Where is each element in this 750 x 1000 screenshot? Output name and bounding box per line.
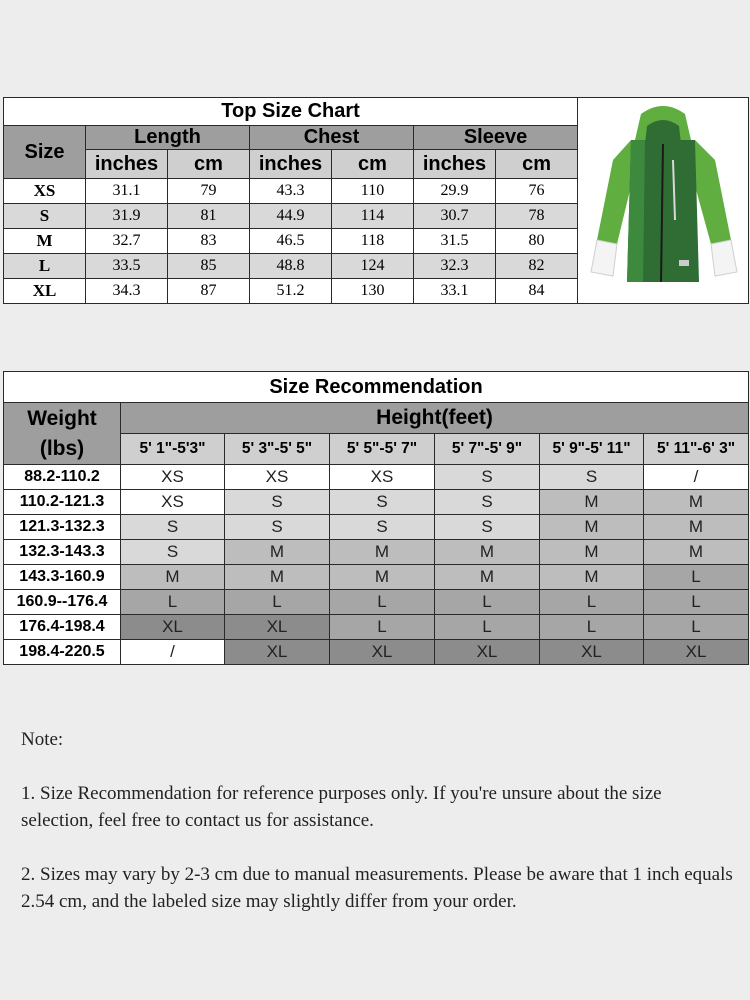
table-cell: 31.1	[86, 179, 168, 204]
size-cell: S	[225, 490, 330, 515]
height-range-header: 5' 7"-5' 9"	[435, 434, 540, 465]
size-cell: XS	[121, 465, 225, 490]
jacket-icon	[583, 100, 743, 296]
table-row	[4, 590, 749, 615]
size-cell: XL	[225, 640, 330, 665]
table-row	[4, 490, 749, 515]
size-cell: M	[330, 540, 435, 565]
size-header: Size	[4, 126, 86, 179]
size-label: M	[4, 229, 86, 254]
product-image	[578, 98, 749, 304]
table-cell: 83	[168, 229, 250, 254]
weight-range: 176.4-198.4	[4, 615, 121, 640]
table-cell: 33.5	[86, 254, 168, 279]
size-cell: /	[121, 640, 225, 665]
size-cell: M	[540, 540, 644, 565]
unit-header: cm	[496, 150, 578, 179]
table-row	[4, 565, 749, 590]
size-cell: M	[540, 565, 644, 590]
size-cell: XL	[121, 615, 225, 640]
size-cell: XL	[540, 640, 644, 665]
size-cell: L	[644, 590, 749, 615]
length-header: Length	[86, 126, 250, 150]
weight-range: 88.2-110.2	[4, 465, 121, 490]
note-item: 2. Sizes may vary by 2-3 cm due to manual measurements. Please be aware that 1 inch equals 2.54 cm, and the labeled size may slightly differ from your order.	[21, 864, 733, 912]
size-cell: XL	[225, 615, 330, 640]
unit-header: cm	[332, 150, 414, 179]
height-range-header: 5' 11"-6' 3"	[644, 434, 749, 465]
table-cell: 130	[332, 279, 414, 304]
size-cell: S	[540, 465, 644, 490]
size-label: S	[4, 204, 86, 229]
size-cell: S	[225, 515, 330, 540]
size-cell: XL	[330, 640, 435, 665]
size-cell: L	[644, 565, 749, 590]
size-cell: M	[540, 490, 644, 515]
size-cell: /	[644, 465, 749, 490]
table-cell: 43.3	[250, 179, 332, 204]
table-cell: 51.2	[250, 279, 332, 304]
size-cell: S	[330, 490, 435, 515]
table-row	[4, 540, 749, 565]
size-cell: S	[330, 515, 435, 540]
table-cell: 34.3	[86, 279, 168, 304]
table-cell: 31.9	[86, 204, 168, 229]
table-cell: 30.7	[414, 204, 496, 229]
height-range-header: 5' 3"-5' 5"	[225, 434, 330, 465]
chest-header: Chest	[250, 126, 414, 150]
weight-header-line2: (lbs)	[39, 436, 85, 460]
size-cell: XS	[225, 465, 330, 490]
table-cell: 84	[496, 279, 578, 304]
unit-header: inches	[414, 150, 496, 179]
size-label: XS	[4, 179, 86, 204]
table-cell: 46.5	[250, 229, 332, 254]
table-cell: 87	[168, 279, 250, 304]
note-item: 1. Size Recommendation for reference purposes only. If you're unsure about the size selection, feel free to contact us for assistance.	[21, 783, 662, 831]
size-cell: M	[644, 490, 749, 515]
size-cell: M	[435, 565, 540, 590]
table-cell: 79	[168, 179, 250, 204]
size-cell: L	[435, 590, 540, 615]
top-chart-title: Top Size Chart	[4, 98, 578, 126]
size-cell: S	[121, 540, 225, 565]
notes-section	[21, 726, 736, 942]
table-cell: 76	[496, 179, 578, 204]
size-cell: M	[644, 515, 749, 540]
table-cell: 110	[332, 179, 414, 204]
weight-range: 110.2-121.3	[4, 490, 121, 515]
size-cell: L	[540, 615, 644, 640]
weight-range: 132.3-143.3	[4, 540, 121, 565]
size-cell: L	[330, 615, 435, 640]
table-row	[4, 465, 749, 490]
size-cell: M	[121, 565, 225, 590]
size-cell: M	[225, 565, 330, 590]
weight-header-line1: Weight	[27, 406, 97, 430]
table-row	[4, 640, 749, 665]
recommendation-title: Size Recommendation	[4, 372, 749, 403]
size-cell: S	[121, 515, 225, 540]
size-cell: XS	[330, 465, 435, 490]
table-cell: 80	[496, 229, 578, 254]
height-header: Height(feet)	[121, 403, 749, 434]
note-label: Note:	[21, 729, 64, 750]
unit-header: inches	[250, 150, 332, 179]
weight-header	[4, 403, 121, 465]
table-row	[4, 615, 749, 640]
height-range-header: 5' 1"-5'3"	[121, 434, 225, 465]
table-cell: 31.5	[414, 229, 496, 254]
unit-header: cm	[168, 150, 250, 179]
size-cell: L	[225, 590, 330, 615]
table-cell: 48.8	[250, 254, 332, 279]
size-cell: L	[330, 590, 435, 615]
table-cell: 114	[332, 204, 414, 229]
size-cell: M	[225, 540, 330, 565]
table-cell: 32.3	[414, 254, 496, 279]
size-cell: S	[435, 490, 540, 515]
size-cell: L	[644, 615, 749, 640]
height-range-header: 5' 9"-5' 11"	[540, 434, 644, 465]
weight-range: 121.3-132.3	[4, 515, 121, 540]
size-cell: S	[435, 465, 540, 490]
table-row	[4, 515, 749, 540]
weight-range: 160.9--176.4	[4, 590, 121, 615]
size-cell: M	[330, 565, 435, 590]
weight-range: 198.4-220.5	[4, 640, 121, 665]
weight-range: 143.3-160.9	[4, 565, 121, 590]
size-cell: L	[540, 590, 644, 615]
height-range-header: 5' 5"-5' 7"	[330, 434, 435, 465]
table-cell: 78	[496, 204, 578, 229]
size-cell: L	[435, 615, 540, 640]
table-cell: 82	[496, 254, 578, 279]
unit-header: inches	[86, 150, 168, 179]
size-cell: S	[435, 515, 540, 540]
table-cell: 44.9	[250, 204, 332, 229]
size-cell: M	[435, 540, 540, 565]
size-label: XL	[4, 279, 86, 304]
size-cell: M	[540, 515, 644, 540]
table-cell: 81	[168, 204, 250, 229]
table-cell: 118	[332, 229, 414, 254]
size-recommendation-table	[3, 371, 749, 665]
size-cell: XS	[121, 490, 225, 515]
size-cell: L	[121, 590, 225, 615]
table-cell: 29.9	[414, 179, 496, 204]
size-label: L	[4, 254, 86, 279]
table-cell: 85	[168, 254, 250, 279]
table-cell: 32.7	[86, 229, 168, 254]
sleeve-header: Sleeve	[414, 126, 578, 150]
size-cell: XL	[435, 640, 540, 665]
table-cell: 124	[332, 254, 414, 279]
top-size-chart-table	[3, 97, 749, 304]
size-cell: XL	[644, 640, 749, 665]
size-cell: M	[644, 540, 749, 565]
table-cell: 33.1	[414, 279, 496, 304]
